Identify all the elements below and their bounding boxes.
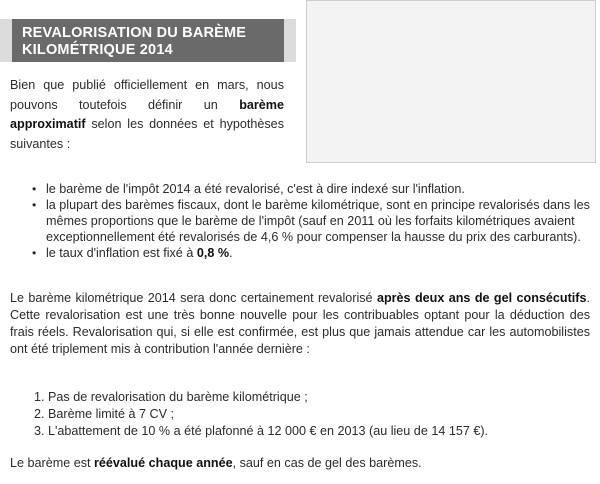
article-header: [0, 0, 300, 62]
list-item-text: la plupart des barèmes fiscaux, dont le barème kilométrique, sont en principe revalorisés dans les mêmes proportions que le barème de l'impôt (sauf en 2011 où les forfaits kilométriques avaient exceptionnellement été revalorisés de 4,6 % pour compenser la hausse du prix des carburants).: [46, 198, 590, 244]
list-item-text: L'abattement de 10 % a été plafonné à 12 000 € en 2013 (au lieu de 14 157 €).: [48, 424, 489, 438]
list-number: 1.: [34, 390, 45, 404]
intro-paragraph: [10, 76, 284, 154]
list-item-text: Barème limité à 7 CV ;: [48, 407, 174, 421]
bullet-icon: •: [32, 246, 37, 260]
conclusion-text-2: , sauf en cas de gel des barèmes.: [232, 456, 422, 470]
list-item: [34, 389, 590, 406]
inflation-rate: 0,8 %: [196, 246, 230, 260]
list-item: [32, 197, 590, 245]
numbered-list: [10, 389, 590, 440]
para2-text-1: Le barème kilométrique 2014 sera donc certainement revalorisé: [10, 291, 377, 305]
intro-bold: barème approximatif: [10, 97, 284, 131]
list-item-text: le taux d'inflation est fixé à: [46, 246, 197, 260]
revalorisation-paragraph: [10, 290, 590, 358]
conclusion-paragraph: [10, 455, 590, 472]
hypotheses-list: [10, 181, 590, 261]
intro-text-2: selon les données et hypothèses suivantes :: [10, 117, 284, 151]
intro-text-1: Bien que publié officiellement en mars, nous pouvons toutefois définir un: [10, 78, 284, 112]
list-item: [32, 181, 590, 197]
list-item: [32, 245, 590, 261]
list-number: 3.: [34, 424, 45, 438]
list-item: [34, 406, 590, 423]
list-number: 2.: [34, 407, 45, 421]
conclusion-text-1: Le barème est: [10, 456, 95, 470]
title-line-1: REVALORISATION DU BARÈME: [22, 25, 247, 41]
list-item-text: Pas de revalorisation du barème kilométrique ;: [48, 390, 308, 404]
para2-bold: après deux ans de gel consécutifs: [376, 291, 587, 305]
list-item: [34, 423, 590, 440]
list-item-text-end: .: [229, 246, 233, 260]
title-line-2: KILOMÉTRIQUE 2014: [22, 42, 173, 58]
ad-placeholder: [306, 0, 596, 163]
para2-text-2: . Cette revalorisation est une très bonne nouvelle pour les contribuables optant pour la déduction des frais réels. Revalorisation qui, si elle est confirmée, est plus que jamais attendue car les automobilistes ont été triplement mis à contribution l'année dernière :: [10, 291, 590, 356]
bullet-icon: •: [32, 182, 37, 196]
conclusion-bold: réévalué chaque année: [94, 456, 233, 470]
list-item-text: le barème de l'impôt 2014 a été revalorisé, c'est à dire indexé sur l'inflation.: [46, 182, 465, 196]
bullet-icon: •: [32, 198, 37, 212]
article-title: [12, 19, 284, 62]
